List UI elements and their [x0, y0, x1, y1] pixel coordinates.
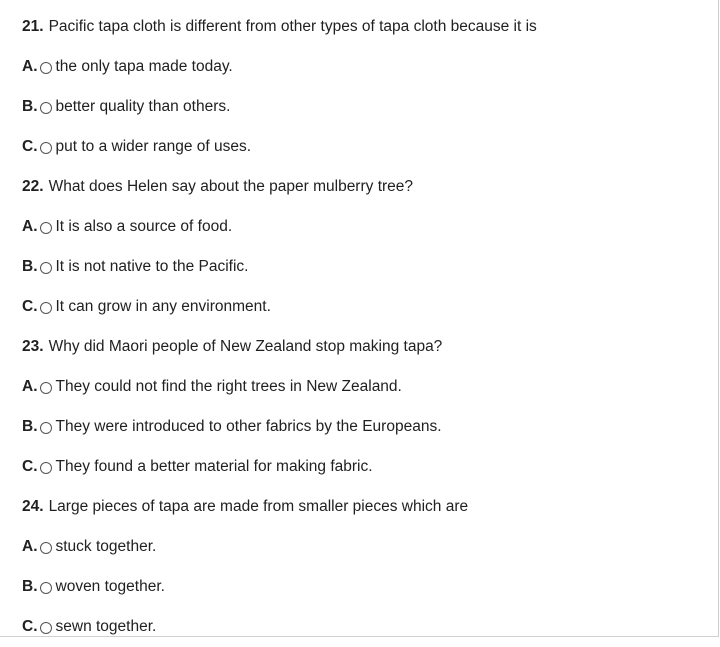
option-letter: B. [22, 578, 38, 595]
option-letter: C. [22, 298, 38, 315]
question-text: Why did Maori people of New Zealand stop making tapa? [48, 338, 443, 355]
option-letter: B. [22, 418, 38, 435]
q23-option-c[interactable] [22, 447, 708, 487]
radio-button[interactable] [40, 102, 52, 114]
radio-button[interactable] [40, 582, 52, 594]
radio-button[interactable] [40, 302, 52, 314]
option-text: It is also a source of food. [55, 218, 233, 235]
option-letter: C. [22, 618, 38, 635]
radio-button[interactable] [40, 262, 52, 274]
option-letter: A. [22, 378, 38, 395]
radio-button[interactable] [40, 222, 52, 234]
option-text: They found a better material for making fabric. [55, 458, 373, 475]
question-number: 21. [22, 18, 44, 35]
option-letter: A. [22, 538, 38, 555]
radio-button[interactable] [40, 622, 52, 634]
option-text: It can grow in any environment. [55, 298, 271, 315]
option-text: put to a wider range of uses. [55, 138, 252, 155]
option-letter: B. [22, 258, 38, 275]
q23-option-b[interactable] [22, 407, 708, 447]
radio-button[interactable] [40, 462, 52, 474]
q24-option-b[interactable] [22, 567, 708, 607]
question-21 [22, 7, 708, 47]
question-list [22, 7, 708, 647]
question-22 [22, 167, 708, 207]
radio-button[interactable] [40, 382, 52, 394]
option-text: They could not find the right trees in New Zealand. [55, 378, 402, 395]
question-text: What does Helen say about the paper mulberry tree? [48, 178, 414, 195]
q21-option-c[interactable] [22, 127, 708, 167]
q21-option-b[interactable] [22, 87, 708, 127]
q22-option-c[interactable] [22, 287, 708, 327]
q24-option-a[interactable] [22, 527, 708, 567]
radio-button[interactable] [40, 62, 52, 74]
radio-button[interactable] [40, 542, 52, 554]
option-text: better quality than others. [55, 98, 231, 115]
radio-button[interactable] [40, 142, 52, 154]
question-24 [22, 487, 708, 527]
question-text: Pacific tapa cloth is different from other types of tapa cloth because it is [48, 18, 537, 35]
question-number: 24. [22, 498, 44, 515]
question-number: 23. [22, 338, 44, 355]
q23-option-a[interactable] [22, 367, 708, 407]
option-text: the only tapa made today. [55, 58, 233, 75]
option-letter: A. [22, 218, 38, 235]
q24-option-c[interactable] [22, 607, 708, 647]
question-number: 22. [22, 178, 44, 195]
option-text: They were introduced to other fabrics by the Europeans. [55, 418, 442, 435]
question-23 [22, 327, 708, 367]
option-text: woven together. [55, 578, 165, 595]
question-text: Large pieces of tapa are made from smaller pieces which are [48, 498, 469, 515]
option-text: It is not native to the Pacific. [55, 258, 249, 275]
option-letter: C. [22, 138, 38, 155]
option-text: sewn together. [55, 618, 157, 635]
radio-button[interactable] [40, 422, 52, 434]
option-text: stuck together. [55, 538, 157, 555]
q22-option-a[interactable] [22, 207, 708, 247]
option-letter: C. [22, 458, 38, 475]
option-letter: B. [22, 98, 38, 115]
option-letter: A. [22, 58, 38, 75]
q22-option-b[interactable] [22, 247, 708, 287]
q21-option-a[interactable] [22, 47, 708, 87]
